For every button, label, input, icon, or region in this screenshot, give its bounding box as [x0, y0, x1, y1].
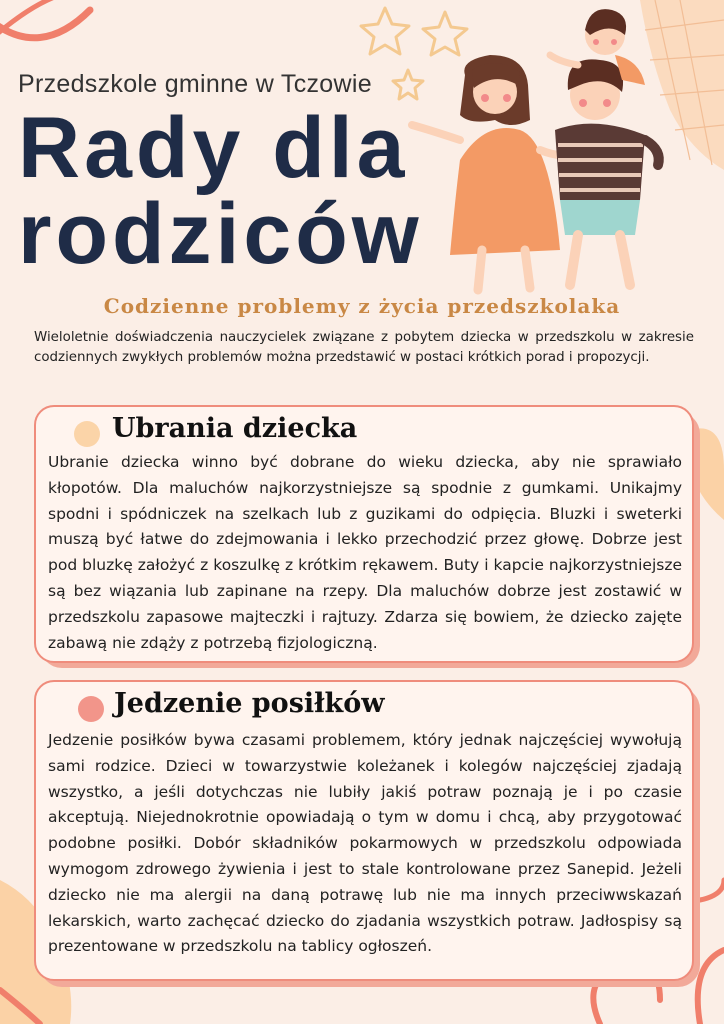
boy-figure [555, 59, 659, 285]
section-text: Jedzenie posiłków bywa czasami problemem, który jednak najczęściej wywołują sami rodzice. Dzieci w towarzystwie koleżanek i kolegów najczęściej zjadają wszystko, a jeśli dotychczas nie lubiły jakiś potraw poznają je i po czasie akceptują. Niejednokrotnie opowiadają o tym w domu i chcą, aby przygotować podobne posiłki. Dobór składników pokarmowych w przedszkolu odpowiada wymogom zdrowego żywienia i jest to stale kontrolowane przez Sanepid. Jeżeli dziecko nie ma alergii na daną potrawę lub nie ma innych przeciwwskazań lekarskich, warto zachęcać dziecko do zjadania wszystkich potraw. Jadłospisy są prezentowane w przedszkolu na tablicy ogłoszeń. [48, 731, 682, 956]
children-illustration [400, 0, 724, 300]
section-text: Ubranie dziecka winno być dobrane do wieku dziecka, aby nie sprawiało kłopotów. Dla maluchów najkorzystniejsze są spodnie z gumkami. Unikajmy spodni i spódniczek na szelkach lub z guzikami do odpięcia. Bluzki i sweterki muszą być łatwe do zdejmowania i lekko przechodzić przez głowę. Dobrze jest pod bluzkę założyć z koszulkę z krótkim rękawem. Buty i kapcie najkorzystniejsze są bez wiązania lub zapinane na rzepy. Dla maluchów dobrze jest zostawić w przedszkolu zapasowe majteczki i rajtuzy. Zdarza się bowiem, że dziecko zajęte zabawą nie zdąży z potrzebą fizjologiczną. [48, 453, 682, 652]
bullet-dot-icon [78, 696, 104, 722]
intro-paragraph: Wieloletnie doświadczenia nauczycielek związane z pobytem dziecka w przedszkolu w zakresie codziennych zwykłych problemów można przedstawić w postaci krótkich porad i propozycji. [34, 330, 694, 365]
girl-figure [412, 55, 575, 290]
section-heading: Jedzenie posiłków [114, 688, 385, 719]
page-title [18, 100, 423, 282]
section-heading: Ubrania dziecka [112, 413, 358, 444]
title-line-2: rodziców [18, 186, 423, 282]
section-card-meals [34, 680, 694, 981]
section-card-clothing [34, 405, 694, 663]
school-name: Przedszkole gminne w Tczowie [18, 70, 372, 98]
bullet-dot-icon [74, 421, 100, 447]
title-line-1: Rady dla [18, 100, 409, 196]
subtitle: Codzienne problemy z życia przedszkolaka [103, 294, 621, 318]
